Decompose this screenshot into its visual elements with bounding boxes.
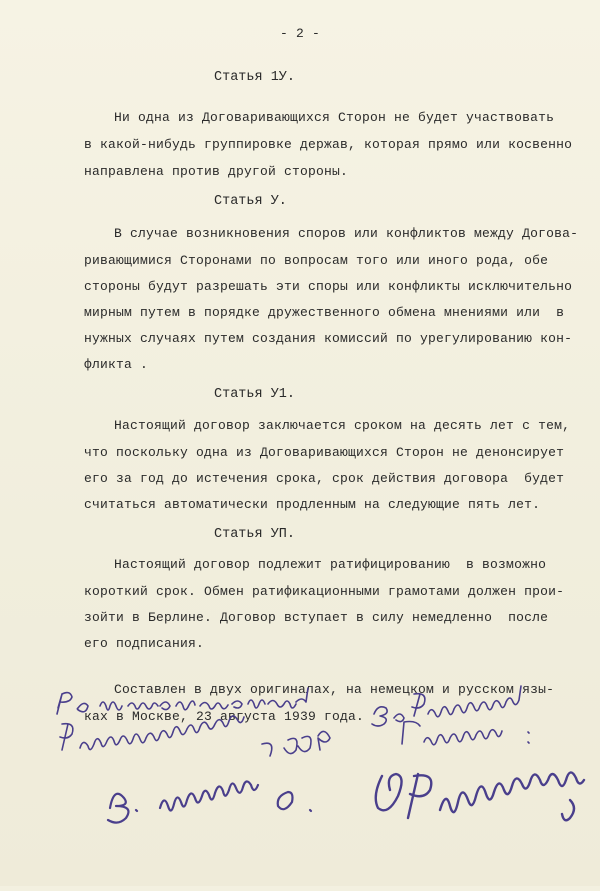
article-heading: Статья 1У.	[214, 70, 296, 85]
left-handwriting-line-3	[108, 781, 311, 822]
article-line: Ни одна из Договаривающихся Сторон не будет участвовать	[114, 110, 555, 125]
article-line: ривающимися Сторонами по вопросам того или иного рода, обе	[84, 253, 549, 268]
right-handwriting-line-2	[402, 722, 529, 745]
article-line: зойти в Берлине. Договор вступает в силу немедленно после	[84, 610, 549, 625]
article-line: стороны будут разрешать эти споры или конфликты исключительно	[84, 279, 573, 294]
closing-line: ках в Москве, 23 августа 1939 года.	[84, 709, 365, 724]
left-handwriting-line-1	[57, 688, 308, 714]
article-line: его подписания.	[84, 636, 205, 651]
article-heading: Статья У1.	[214, 387, 296, 402]
article-line: фликта .	[84, 357, 149, 372]
article-line: в какой-нибудь группировке держав, которая прямо или косвенно	[84, 137, 573, 152]
article-line: В случае возникновения споров или конфликтов между Догова-	[114, 226, 579, 241]
right-handwriting-line-1	[372, 686, 521, 726]
article-line: мирным путем в порядке дружественного обмена мнениями или в	[84, 305, 565, 320]
left-handwriting-line-2	[60, 716, 330, 756]
article-line: считаться автоматически продленным на следующие пять лет.	[84, 497, 541, 512]
page-number: - 2 -	[279, 26, 320, 41]
right-handwriting-line-3	[376, 772, 584, 820]
article-heading: Статья У.	[214, 194, 287, 209]
closing-line: Составлен в двух оригиналах, на немецком и русском язы-	[114, 682, 555, 697]
article-line: Настоящий договор заключается сроком на десять лет с тем,	[114, 418, 571, 433]
article-line: нужных случаях путем создания комиссий по урегулированию кон-	[84, 331, 573, 346]
article-line: короткий срок. Обмен ратификационными грамотами должен прои-	[84, 584, 565, 599]
handwriting-svg	[0, 680, 600, 886]
signature-area	[0, 680, 600, 886]
article-line: Настоящий договор подлежит ратифицированию в возможно	[114, 557, 547, 572]
article-heading: Статья УП.	[214, 527, 296, 542]
article-line: что поскольку одна из Договаривающихся Сторон не денонсирует	[84, 445, 565, 460]
article-line: направлена против другой стороны.	[84, 164, 349, 179]
article-line: его за год до истечения срока, срок действия договора будет	[84, 471, 565, 486]
